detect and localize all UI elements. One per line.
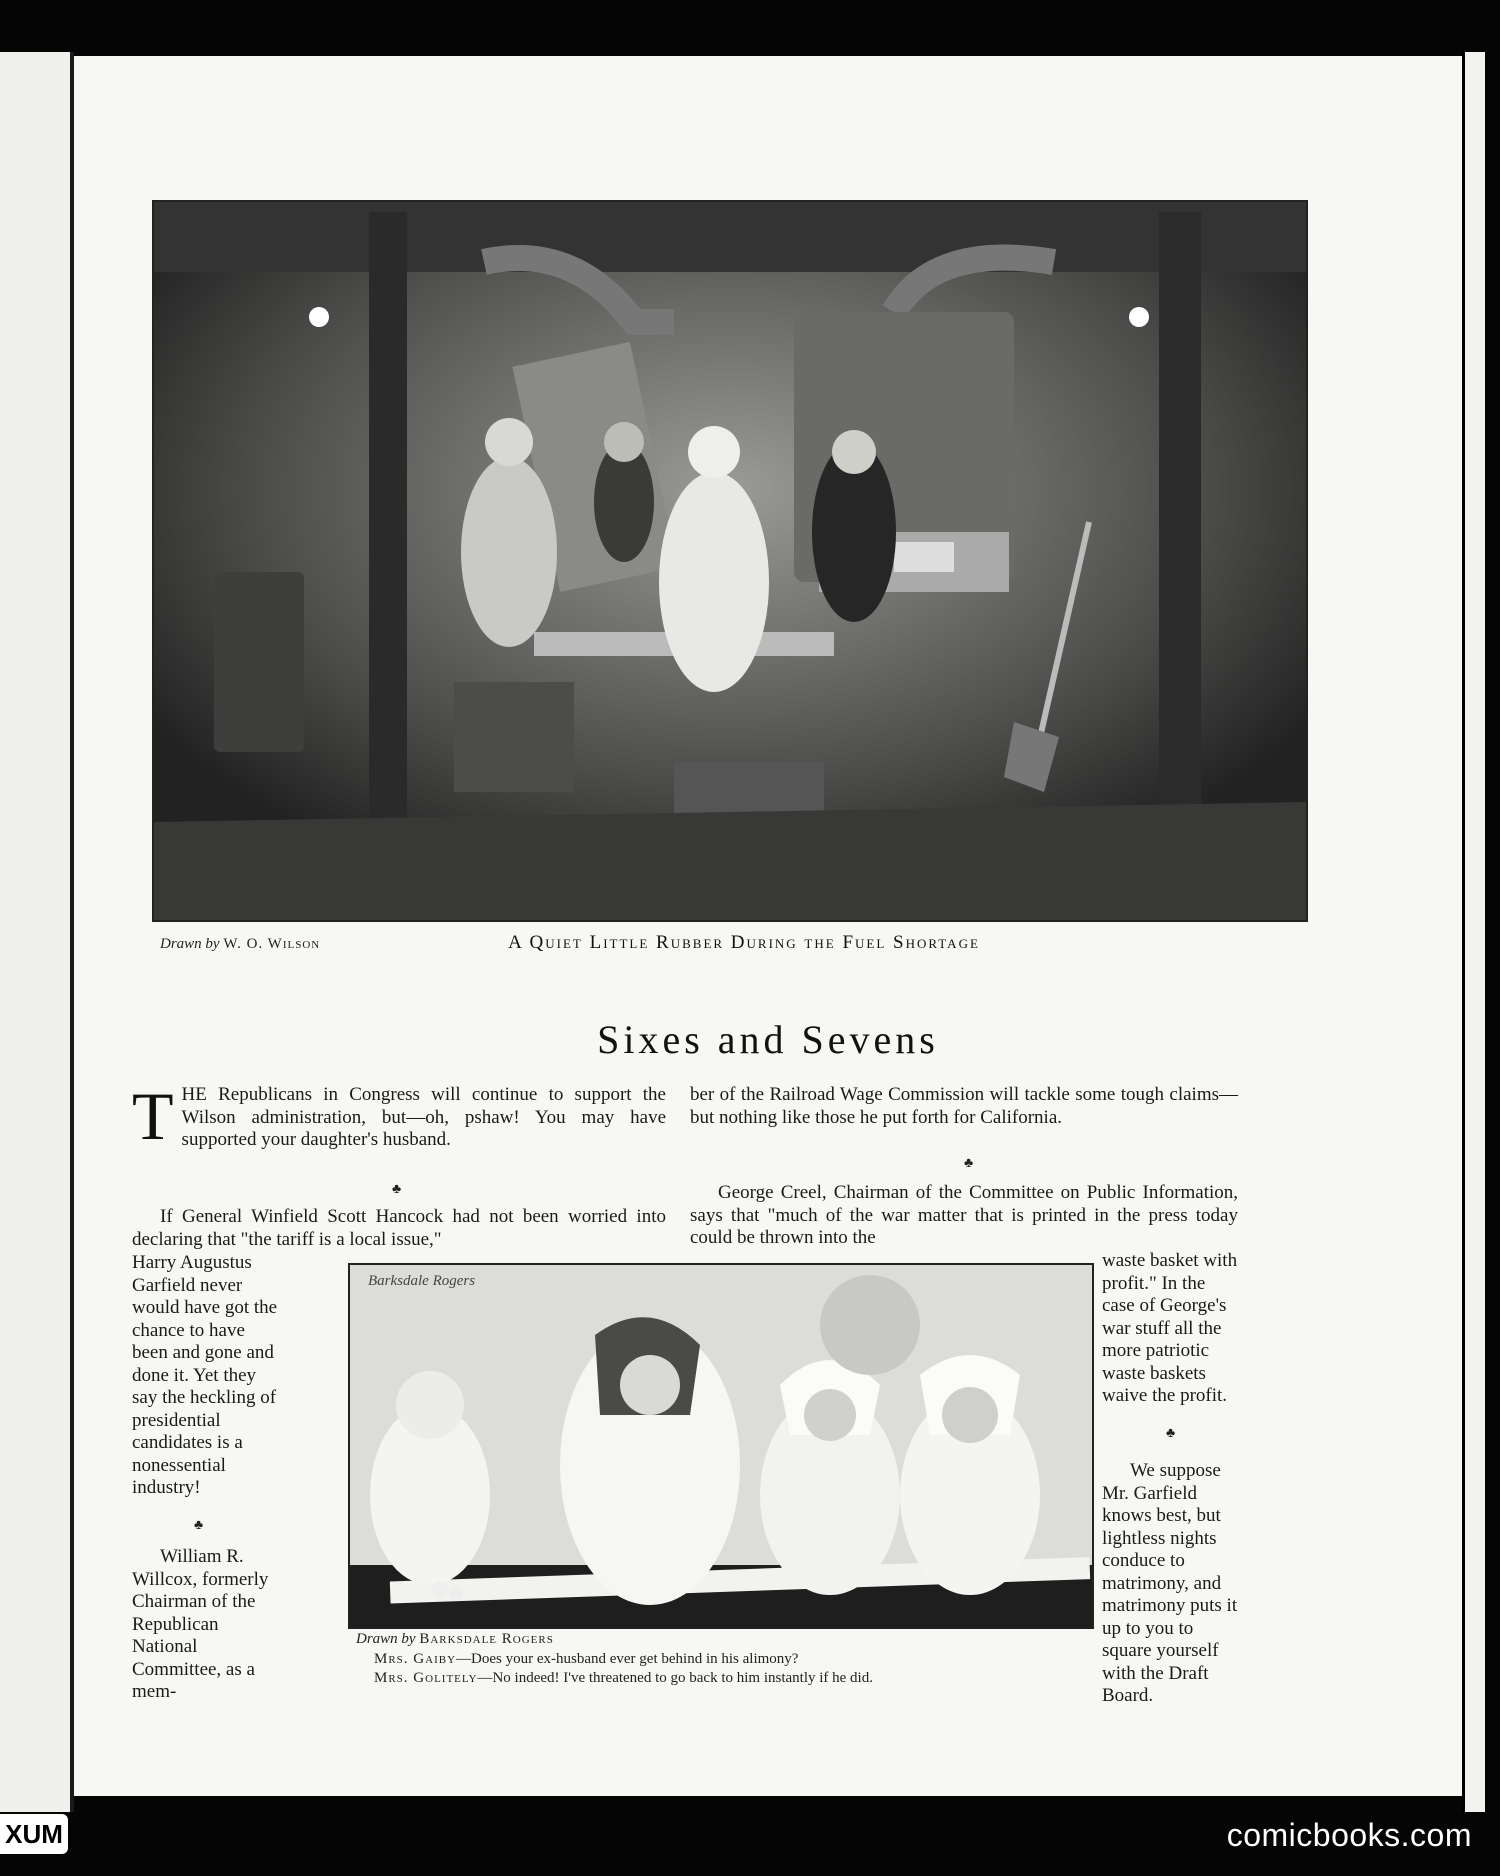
artist-signature: Barksdale Rogers	[368, 1273, 476, 1289]
bottom-illustration	[348, 1263, 1094, 1629]
top-illustration-credit	[160, 936, 320, 953]
credit-prefix: Drawn by	[356, 1631, 416, 1647]
caption-line-1	[374, 1650, 1094, 1669]
club-ornament: ♣	[194, 1518, 204, 1533]
cellar-card-game-drawing	[154, 202, 1306, 920]
col1-paragraph-1	[132, 1078, 666, 1154]
speaker-name: Mrs. Golitely	[374, 1670, 478, 1686]
right-page-edge	[1462, 52, 1485, 1812]
col1-paragraph-2-top: If General Winfield Scott Hancock had not been worried into declaring that "the tariff is a local issue,"	[132, 1206, 666, 1250]
top-illustration-caption: A Quiet Little Rubber During the Fuel Shortage	[508, 932, 980, 953]
left-page-edge	[0, 52, 74, 1812]
top-illustration	[152, 200, 1308, 922]
bottom-illustration-credit	[356, 1631, 554, 1648]
col1-paragraph-2-narrow: Harry Augustus Garfield never would have got the chance to have been and gone and done it. Yet they say the heckling of presidential candidates is a nonessential industry!	[132, 1252, 278, 1498]
xum-watermark: XUM	[0, 1814, 68, 1854]
col1-paragraph-3: William R. Willcox, formerly Chairman of the Republican National Committee, as a mem-	[132, 1546, 269, 1702]
credit-prefix: Drawn by	[160, 936, 220, 952]
magazine-page	[74, 56, 1462, 1796]
credit-artist: Barksdale Rogers	[419, 1631, 554, 1647]
col2-paragraph-3: We suppose Mr. Garfield knows best, but lightless nights conduce to matrimony, and matrimony puts it up to you to square yourself with the Draft Board.	[1102, 1460, 1238, 1706]
site-watermark: comicbooks.com	[1226, 1817, 1472, 1853]
col1-paragraph-1-text: HE Republicans in Congress will continue to support the Wilson administration, but—oh, pshaw! You may have supported your daughter's husband.	[181, 1084, 666, 1150]
caption-line-2	[374, 1669, 1094, 1688]
article-title: Sixes and Sevens	[597, 1017, 939, 1062]
col2-paragraph-2-narrow: waste basket with profit." In the case of George's war stuff all the more patriotic waste baskets waive the profit.	[1102, 1250, 1238, 1406]
club-ornament: ♣	[964, 1156, 974, 1171]
dialogue-text: —Does your ex-husband ever get behind in his alimony?	[456, 1651, 799, 1667]
club-ornament: ♣	[1166, 1426, 1176, 1441]
col2-paragraph-2-top: George Creel, Chairman of the Committee on Public Information, says that "much of the war matter that is printed in the press today could be thrown into the	[690, 1182, 1238, 1248]
nurses-table-drawing	[350, 1265, 1092, 1627]
club-ornament: ♣	[392, 1182, 402, 1197]
drop-cap: T	[132, 1078, 174, 1154]
col2-paragraph-1: ber of the Railroad Wage Commission will tackle some tough claims—but nothing like those he put forth for California.	[690, 1084, 1238, 1128]
speaker-name: Mrs. Gaiby	[374, 1651, 457, 1667]
dialogue-text: —No indeed! I've threatened to go back to him instantly if he did.	[477, 1670, 873, 1686]
bottom-illustration-caption	[374, 1650, 1094, 1688]
credit-artist: W. O. Wilson	[223, 936, 321, 952]
